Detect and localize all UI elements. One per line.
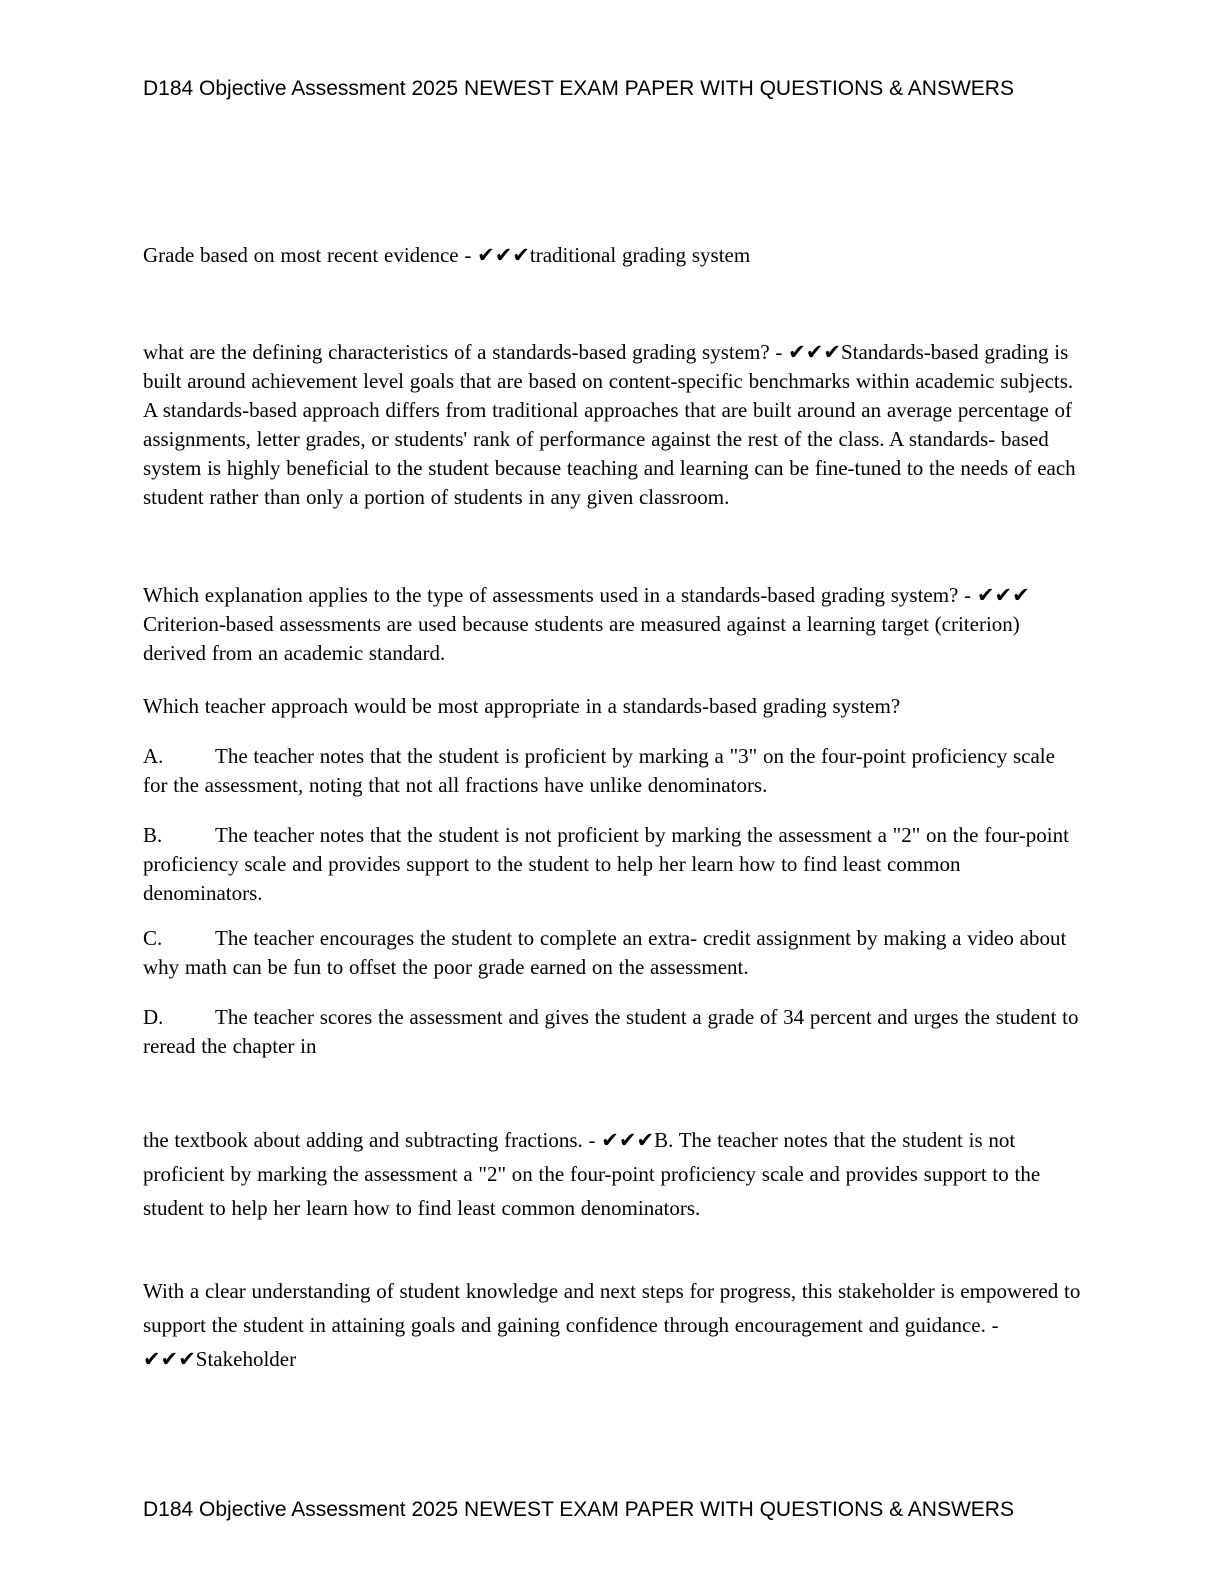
paragraph-standards-based-characteristics: what are the defining characteristics of a standards-based grading system? - ✔✔✔Standards-based grading is built around achievement level goals that are based on content-specific benchmarks within academic subjects. A standards-based approach differs from traditional approaches that are built around an average percentage of assignments, letter grades, or students' rank of performance against the rest of the class. A standards- based system is highly beneficial to the student because teaching and learning can be fine-tuned to the needs of each student rather than only a portion of students in any given classroom. (143, 340, 1076, 509)
answer-option-a-label: A. (143, 744, 164, 768)
answer-option-d-label: D. (143, 1005, 164, 1029)
paragraph-answer-continuation: the textbook about adding and subtracting fractions. - ✔✔✔B. The teacher notes that the student is not proficient by marking the assessment a "2" on the four-point proficiency scale and provides support to the student to help her learn how to find least common denominators. (143, 1128, 1041, 1220)
answer-option-a (143, 742, 1081, 800)
answer-option-b (143, 821, 1081, 908)
document-body (143, 241, 1081, 1376)
page-footer: D184 Objective Assessment 2025 NEWEST EXAM PAPER WITH QUESTIONS & ANSWERS (143, 1498, 1014, 1521)
answer-option-b-label: B. (143, 823, 163, 847)
answer-option-a-text: The teacher notes that the student is proficient by marking a "3" on the four-point proficiency scale for the assessment, noting that not all fractions have unlike denominators. (143, 744, 1055, 797)
answer-option-c (143, 924, 1081, 982)
paragraph-assessment-explanation: Which explanation applies to the type of assessments used in a standards-based grading system? - ✔✔✔ Criterion-based assessments are used because students are measured against a learning target (criterion) derived from an academic standard. (143, 583, 1030, 665)
paragraph-stakeholder: With a clear understanding of student knowledge and next steps for progress, this stakeholder is empowered to support the student in attaining goals and gaining confidence through encouragement and guidance. - ✔✔✔Stakeholder (143, 1279, 1081, 1371)
answer-option-b-text: The teacher notes that the student is not proficient by marking the assessment a "2" on the four-point proficiency scale and provides support to the student to help her learn how to find least common denominators. (143, 823, 1069, 905)
answer-option-d-text: The teacher scores the assessment and gives the student a grade of 34 percent and urges the student to reread the chapter in (143, 1005, 1079, 1058)
page-header: D184 Objective Assessment 2025 NEWEST EXAM PAPER WITH QUESTIONS & ANSWERS (143, 77, 1014, 100)
answer-option-d (143, 1003, 1081, 1061)
paragraph-grade-recent-evidence: Grade based on most recent evidence - ✔✔✔traditional grading system (143, 243, 751, 267)
answer-option-c-label: C. (143, 926, 163, 950)
question-teacher-approach: Which teacher approach would be most appropriate in a standards-based grading system? (143, 694, 901, 718)
answer-option-c-text: The teacher encourages the student to complete an extra- credit assignment by making a video about why math can be fun to offset the poor grade earned on the assessment. (143, 926, 1067, 979)
